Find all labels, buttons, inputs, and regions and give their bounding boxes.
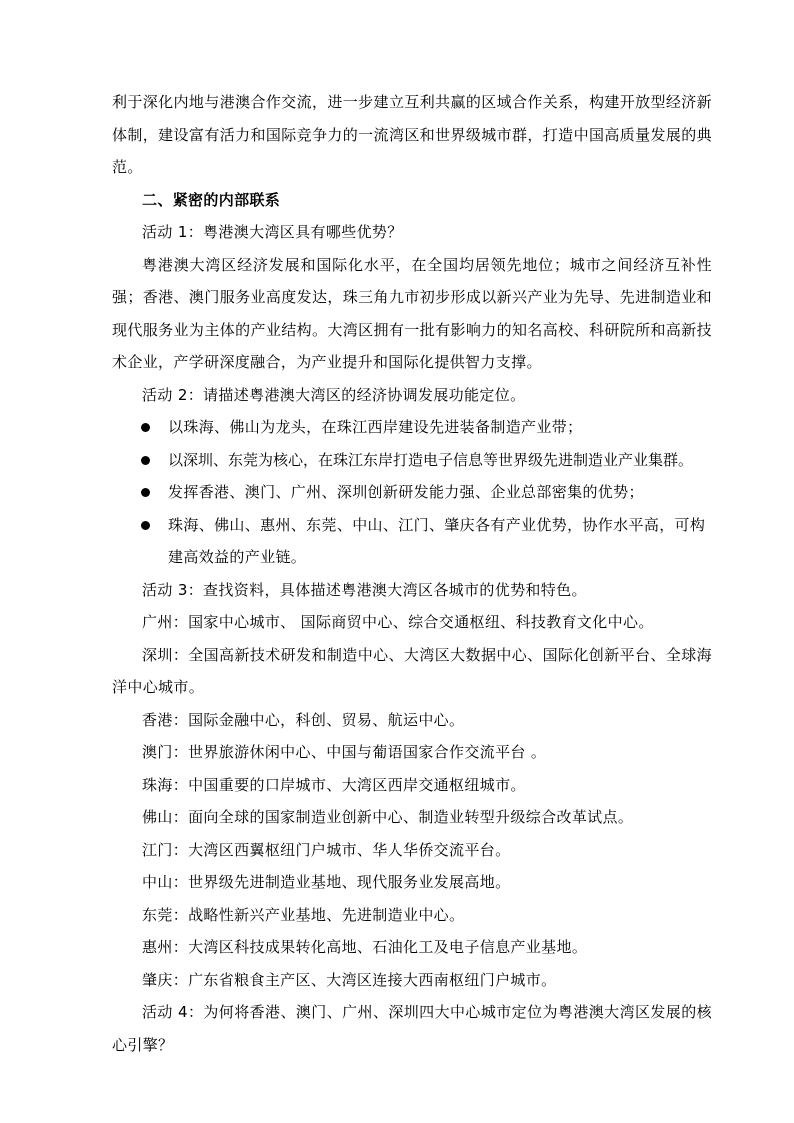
city-entry-jiangmen bbox=[112, 834, 712, 867]
city-name: 珠海： bbox=[142, 775, 189, 794]
activity-1-answer: 粤港澳大湾区经济发展和国际化水平，在全国均居领先地位；城市之间经济互补性强；香港、澳门服务业高度发达，珠三角九市初步形成以新兴产业为先导、先进制造业和现代服务业为主体的产业结构。大湾区拥有一批有影响力的知名高校、科研院所和高新技术企业，产学研深度融合，为产业提升和国际化提供智力支撑。 bbox=[112, 255, 712, 371]
section-heading: 二、紧密的内部联系 bbox=[142, 190, 281, 209]
city-name: 佛山： bbox=[142, 808, 189, 826]
bullet-item bbox=[112, 411, 712, 444]
bullet-item bbox=[112, 444, 712, 477]
city-entry-macao bbox=[112, 736, 712, 769]
city-description: 全国高新技术研发和制造中心、大湾区大数据中心、国际化创新平台、全球海洋中心城市。 bbox=[112, 645, 712, 696]
document-body bbox=[112, 86, 712, 1061]
bullet-item bbox=[112, 476, 712, 509]
city-name: 惠州： bbox=[142, 938, 189, 956]
activity-2-bullet-list bbox=[112, 411, 712, 574]
city-name: 东莞： bbox=[142, 905, 189, 924]
city-entry-guangzhou bbox=[112, 606, 712, 639]
bullet-dot-icon bbox=[141, 521, 150, 530]
city-entry-zhongshan bbox=[112, 866, 712, 899]
city-description: 世界级先进制造业基地、现代服务业发展高地。 bbox=[188, 873, 511, 891]
city-entry-dongguan bbox=[112, 899, 712, 932]
city-description: 世界旅游休闲中心、中国与葡语国家合作交流平台 。 bbox=[188, 743, 547, 761]
city-description: 广东省粮食主产区、大湾区连接大西南枢纽门户城市。 bbox=[188, 970, 557, 989]
city-description: 中国重要的口岸城市、大湾区西岸交通枢纽城市。 bbox=[188, 775, 526, 794]
bullet-item bbox=[112, 509, 712, 574]
city-entry-zhaoqing bbox=[112, 964, 712, 997]
city-entry-shenzhen bbox=[112, 639, 712, 704]
bullet-text: 发挥香港、澳门、广州、深圳创新研发能力强、企业总部密集的优势； bbox=[168, 483, 644, 501]
city-description: 国家中心城市、 国际商贸中心、综合交通枢纽、科技教育文化中心。 bbox=[188, 613, 654, 631]
city-entry-zhuhai bbox=[112, 769, 712, 802]
city-entry-foshan bbox=[112, 801, 712, 834]
city-name: 肇庆： bbox=[142, 970, 189, 989]
bullet-text: 以珠海、佛山为龙头，在珠江西岸建设先进装备制造产业带； bbox=[168, 418, 583, 436]
bullet-dot-icon bbox=[141, 456, 150, 465]
intro-paragraph: 利于深化内地与港澳合作交流，进一步建立互利共赢的区域合作关系，构建开放型经济新体制，建设富有活力和国际竞争力的一流湾区和世界级城市群，打造中国高质量发展的典范。 bbox=[112, 93, 712, 176]
city-name: 江门： bbox=[142, 840, 189, 859]
city-description: 国际金融中心，科创、贸易、航运中心。 bbox=[188, 710, 465, 729]
bullet-dot-icon bbox=[141, 423, 150, 432]
city-name: 香港： bbox=[142, 710, 189, 729]
city-name: 澳门： bbox=[142, 743, 189, 761]
city-description: 面向全球的国家制造业创新中心、制造业转型升级综合改革试点。 bbox=[188, 808, 634, 826]
activity-1-question: 活动 1：粤港澳大湾区具有哪些优势？ bbox=[142, 223, 403, 241]
bullet-text: 珠海、佛山、惠州、东莞、中山、江门、肇庆各有产业优势，协作水平高，可构建高效益的产业链。 bbox=[168, 515, 706, 566]
city-entry-hongkong bbox=[112, 704, 712, 737]
city-description: 大湾区科技成果转化高地、石油化工及电子信息产业基地。 bbox=[188, 938, 588, 956]
activity-3-question: 活动 3：查找资料，具体描述粤港澳大湾区各城市的优势和特色。 bbox=[142, 580, 587, 599]
city-name: 深圳： bbox=[142, 645, 189, 664]
city-name: 中山： bbox=[142, 873, 189, 891]
bullet-text: 以深圳、东莞为核心，在珠江东岸打造电子信息等世界级先进制造业产业集群。 bbox=[168, 450, 694, 469]
activity-2-question: 活动 2：请描述粤港澳大湾区的经济协调发展功能定位。 bbox=[142, 385, 526, 404]
city-name: 广州： bbox=[142, 613, 189, 631]
bullet-dot-icon bbox=[141, 488, 150, 497]
city-description: 战略性新兴产业基地、先进制造业中心。 bbox=[188, 905, 465, 924]
city-entry-huizhou bbox=[112, 931, 712, 964]
city-description: 大湾区西翼枢纽门户城市、华人华侨交流平台。 bbox=[188, 840, 511, 859]
activity-4-question: 活动 4：为何将香港、澳门、广州、深圳四大中心城市定位为粤港澳大湾区发展的核心引擎？ bbox=[112, 1003, 712, 1054]
